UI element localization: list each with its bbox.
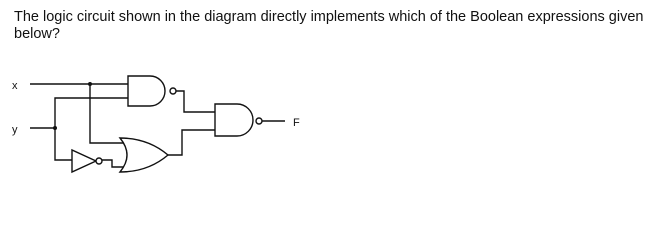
inversion-bubble [170,88,176,94]
inversion-bubble [256,118,262,124]
output-f-label: F [293,117,300,129]
junction-y [53,126,57,130]
input-y-label: y [12,124,18,136]
wire-nand-to-out [176,91,215,112]
nand-gate-output [215,104,262,136]
wire-x-to-or [90,84,128,143]
wire-y-to-nand [55,98,128,128]
input-x-label: x [12,80,18,92]
not-gate [72,150,102,172]
wire-or-to-out [168,130,215,155]
or-gate [120,138,168,172]
junction-x [88,82,92,86]
question-text: The logic circuit shown in the diagram directly implements which of the Boolean expressions given below? [14,9,644,42]
wire-y-to-not [55,128,72,160]
nand-gate-top [128,76,176,106]
inversion-bubble [96,158,102,164]
